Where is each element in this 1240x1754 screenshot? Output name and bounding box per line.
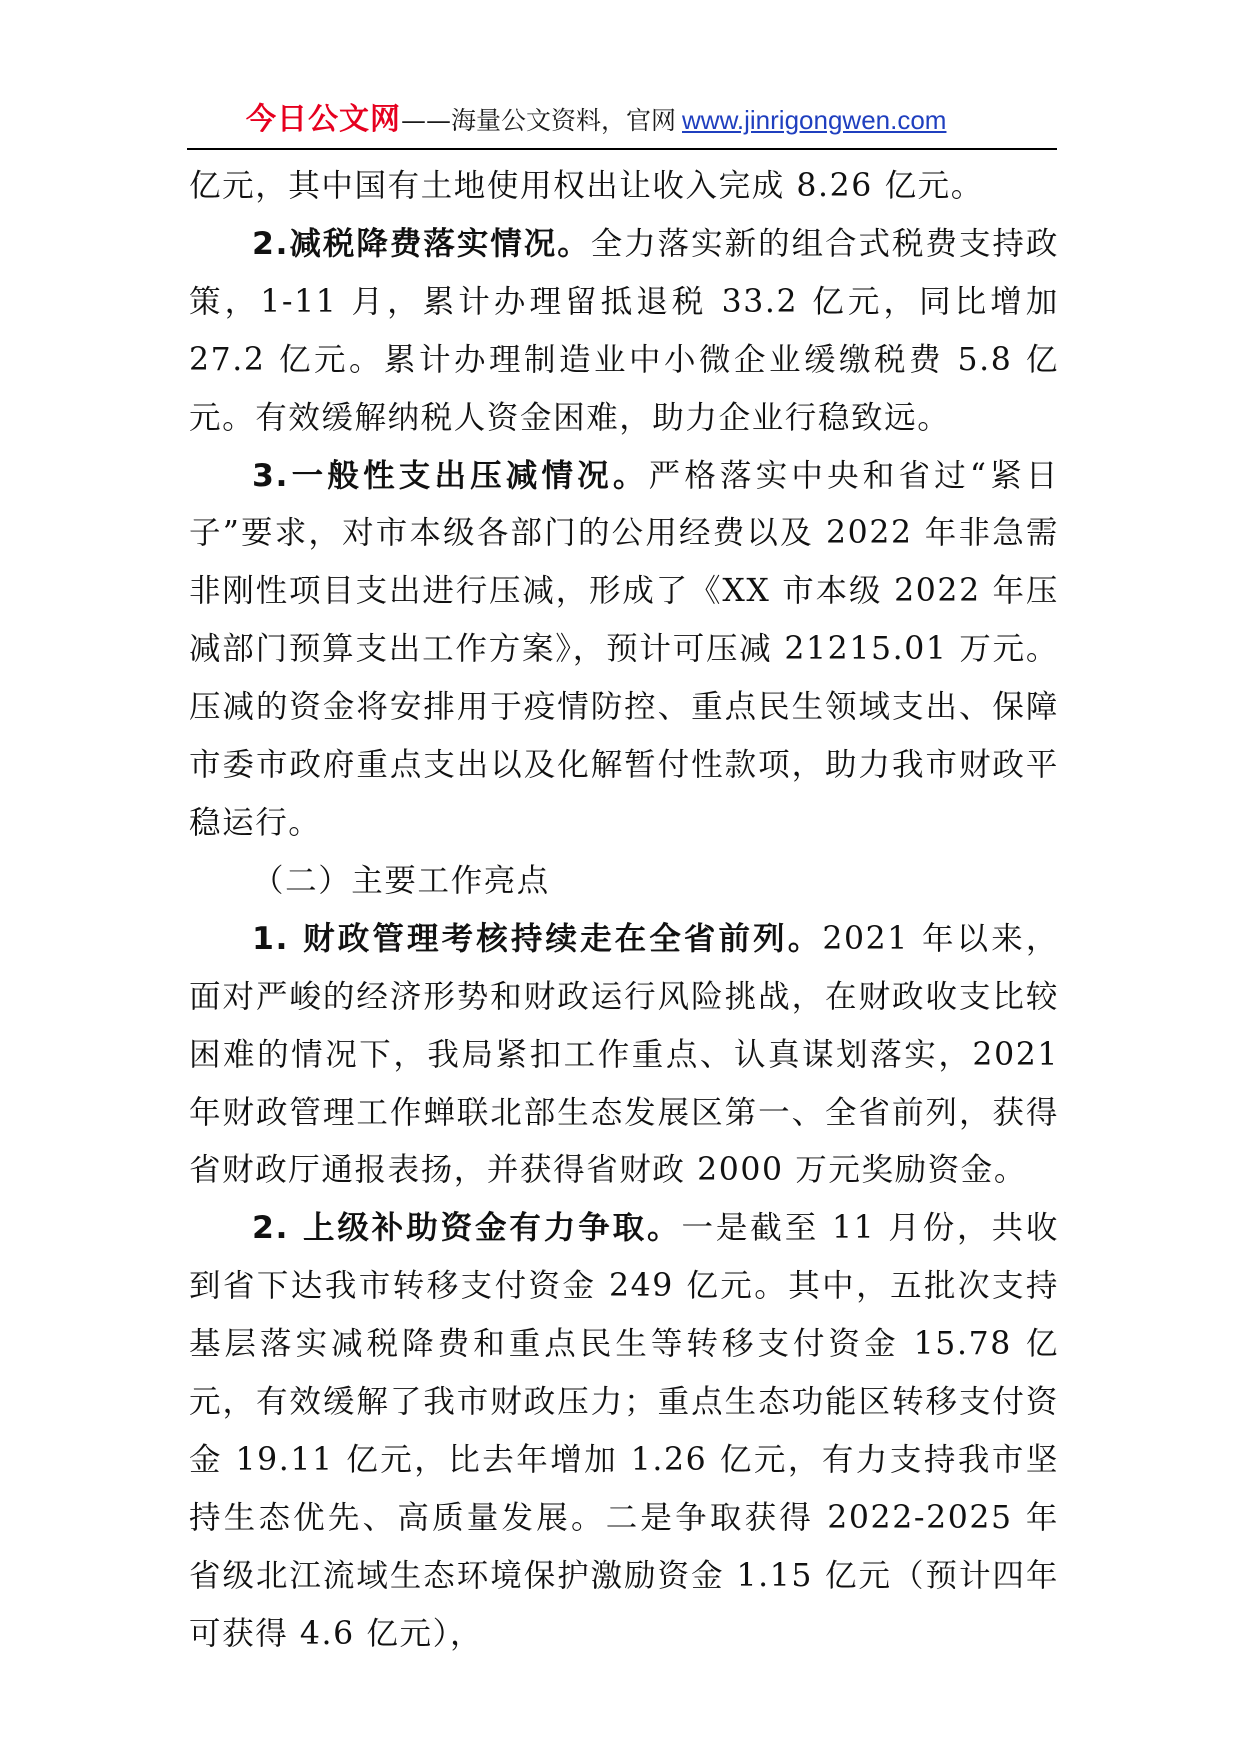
paragraph-heading: 2.减税降费落实情况。: [252, 225, 591, 262]
document-body: [189, 158, 1059, 1664]
paragraph-assessment: [189, 911, 1059, 1201]
brand-name: 今日公文网: [246, 102, 401, 137]
paragraph-text: 一是截至 11 月份，共收到省下达我市转移支付资金 249 亿元。其中，五批次支持基层落实减税降费和重点民生等转移支付资金 15.78 亿元，有效缓解了我市财政压力；重点生态功能区转移支付资金 19.11 亿元，比去年增加 1.26 亿元，有力支持我市坚持生态优先、高质量发展。二是争取获得 2022-2025 年省级北江流域生态环境保护激励资金 1.15 亿元（预计四年可获得 4.6 亿元），: [189, 1210, 1059, 1652]
paragraph-tax-reduction: [189, 216, 1059, 448]
paragraph-heading: 2. 上级补助资金有力争取。: [252, 1210, 682, 1247]
site-url-link[interactable]: www.jinrigongwen.com: [682, 105, 947, 135]
paragraph-continuation: [189, 158, 1059, 216]
section-heading-text: （二）主要工作亮点: [252, 862, 550, 899]
paragraph-text: 亿元，其中国有土地使用权出让收入完成 8.26 亿元。: [189, 168, 984, 204]
paragraph-heading: 1. 财政管理考核持续走在全省前列。: [252, 920, 823, 957]
paragraph-text: 全力落实新的组合式税费支持政策，1-11 月，累计办理留抵退税 33.2 亿元，同比增加 27.2 亿元。累计办理制造业中小微企业缓缴税费 5.8 亿元。有效缓解纳税人资金困难，助力企业行稳致远。: [189, 225, 1059, 436]
header-line: [246, 102, 946, 139]
paragraph-expenditure-cut: [189, 448, 1059, 853]
paragraph-heading: 3.一般性支出压减情况。: [252, 457, 649, 494]
paragraph-text: 严格落实中央和省过“紧日子”要求，对市本级各部门的公用经费以及 2022 年非急需非刚性项目支出进行压减，形成了《XX 市本级 2022 年压减部门预算支出工作方案》，预计可压减 21215.01 万元。压减的资金将安排用于疫情防控、重点民生领域支出、保障市委市政府重点支出以及化解暂付性款项，助力我市财政平稳运行。: [189, 457, 1059, 841]
paragraph-subsidy: [189, 1200, 1059, 1663]
paragraph-text: 2021 年以来，面对严峻的经济形势和财政运行风险挑战，在财政收支比较困难的情况下，我局紧扣工作重点、认真谋划落实，2021 年财政管理工作蝉联北部生态发展区第一、全省前列，获得省财政厅通报表扬，并获得省财政 2000 万元奖励资金。: [189, 920, 1059, 1189]
header-tagline: ——海量公文资料，官网: [401, 106, 677, 135]
section-heading: [189, 853, 1059, 911]
page-header: [187, 98, 1057, 150]
